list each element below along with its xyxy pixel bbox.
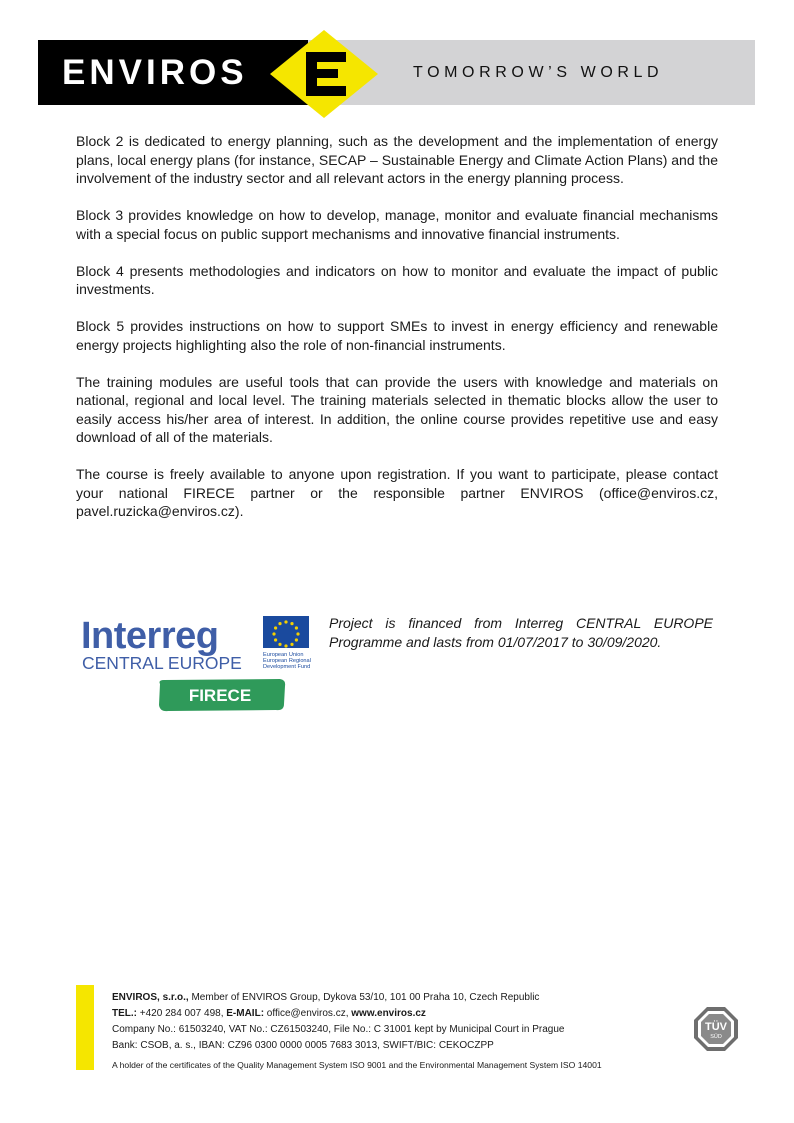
- footer-email-value: office@enviros.cz,: [264, 1008, 352, 1019]
- tuv-sub-text: SÜD: [710, 1034, 722, 1040]
- footer-company-address: Member of ENVIROS Group, Dykova 53/10, 101 00 Praha 10, Czech Republic: [188, 992, 540, 1003]
- header-tagline: TOMORROW’S WORLD: [413, 64, 664, 81]
- brand-name: ENVIROS: [62, 53, 248, 92]
- enviros-e-diamond-icon: [270, 30, 378, 118]
- page-footer: [112, 990, 682, 1073]
- interreg-firece-logo: [80, 612, 312, 717]
- footer-company-number: Company No.: 61503240, VAT No.: CZ61503240, File No.: C 31001 kept by Municipal Court in Prague: [112, 1024, 565, 1035]
- paragraph-block-2: Block 2 is dedicated to energy planning, such as the development and the implementation of energy plans, local energy plans (for instance, SECAP – Sustainable Energy and Climate Action Plans) and the involvement of the industry sector and all relevant actors in the energy planning process.: [76, 133, 718, 186]
- eu-flag-icon: [263, 616, 309, 648]
- interreg-wordmark: Interreg: [81, 615, 219, 657]
- paragraph-block-4: Block 4 presents methodologies and indicators on how to monitor and evaluate the impact of public investments.: [76, 262, 718, 297]
- funding-note: Project is financed from Interreg CENTRAL EUROPE Programme and lasts from 01/07/2017 to 30/09/2020.: [329, 615, 713, 650]
- footer-certificates: A holder of the certificates of the Quality Management System ISO 9001 and the Environmental Management System ISO 14001: [112, 1060, 602, 1070]
- paragraph-block-3: Block 3 provides knowledge on how to develop, manage, monitor and evaluate financial mechanisms with a special focus on public support mechanisms and innovative financial instruments.: [76, 207, 718, 242]
- footer-company-name: ENVIROS, s.r.o.,: [112, 992, 189, 1003]
- footer-tel-value: +420 284 007 498,: [137, 1008, 227, 1019]
- eu-label-line-3: Development Fund: [263, 664, 311, 670]
- footer-website: www.enviros.cz: [351, 1008, 426, 1019]
- paragraph-block-5: Block 5 provides instructions on how to support SMEs to invest in energy efficiency and renewable energy projects highlighting also the role of non-financial instruments.: [76, 318, 718, 353]
- eu-label-line-2: European Regional: [263, 658, 311, 664]
- body-content: [76, 132, 718, 539]
- eu-label-line-1: European Union: [263, 652, 304, 658]
- footer-accent-bar: [76, 985, 94, 1070]
- footer-tel-label: TEL.:: [112, 1008, 137, 1019]
- paragraph-course-availability: The course is freely available to anyone upon registration. If you want to participate, please contact your national FIRECE partner or the responsible partner ENVIROS (office@enviros.cz, pavel.ruzicka@enviros.cz).: [76, 466, 718, 519]
- central-europe-label: CENTRAL EUROPE: [82, 653, 242, 673]
- paragraph-training-modules: The training modules are useful tools that can provide the users with knowledge and materials on national, regional and local level. The training materials selected in thematic blocks allow the user to easily access his/her area of interest. In addition, the online course provides repetitive use and easy download of all of the materials.: [76, 373, 718, 445]
- footer-email-label: E-MAIL:: [226, 1008, 265, 1019]
- footer-company-line: [112, 990, 682, 1006]
- footer-bank: Bank: CSOB, a. s., IBAN: CZ96 0300 0000 0005 7683 3013, SWIFT/BIC: CEKOCZPP: [112, 1040, 494, 1051]
- page-header: [38, 30, 755, 105]
- tuv-sud-certificate-icon: [693, 1006, 739, 1052]
- firece-wordmark: FIRECE: [188, 686, 252, 705]
- tuv-text: TÜV: [705, 1021, 727, 1033]
- footer-contact-line: [112, 1006, 682, 1022]
